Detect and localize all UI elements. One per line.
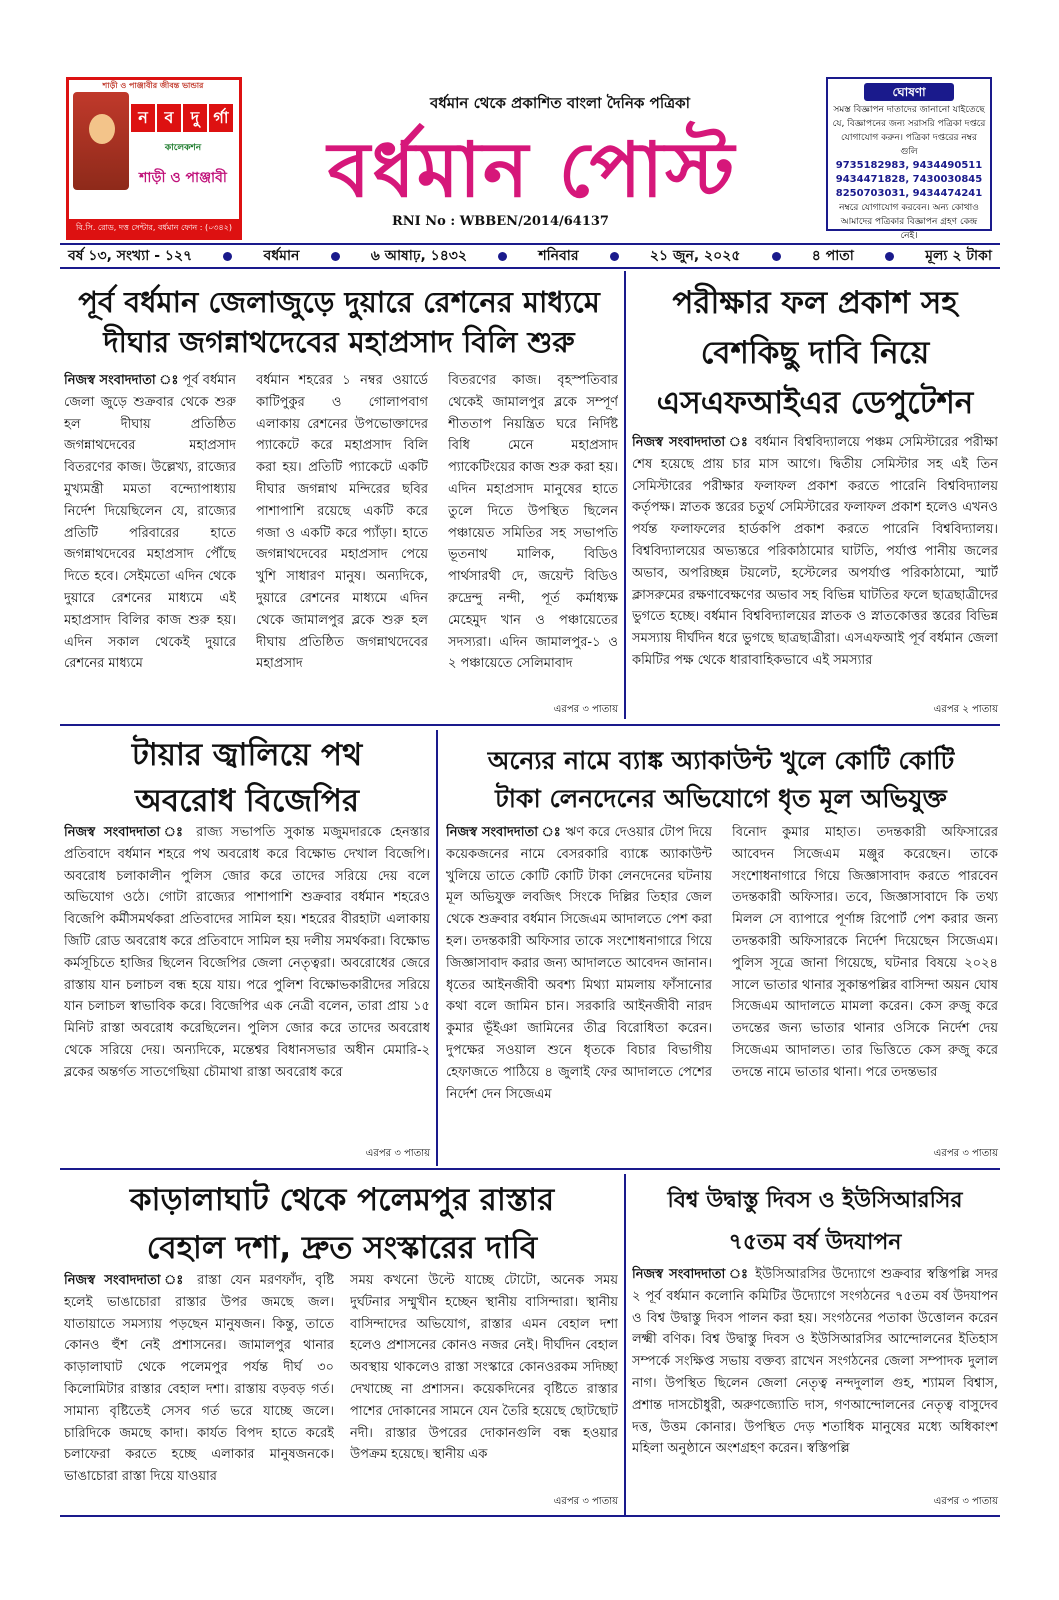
article-1-continued: এরপর ৩ পাতায়	[553, 704, 618, 715]
article-2-headline: পরীক্ষার ফল প্রকাশ সহ বেশকিছু দাবি নিয়ে এসএফআইএর ডেপুটেশন	[656, 285, 974, 421]
tagline: বর্ধমান থেকে প্রকাশিত বাংলা দৈনিক পত্রিকা	[430, 94, 690, 112]
bullet-icon	[331, 252, 340, 261]
article-6-body: নিজস্ব সংবাদদাতা ঃ ইউসিআরসির উদ্যোগে শুক্রবার স্বস্তিপল্লি সদর ২ পূর্ব বর্ধমান কলোনি কমিটির উদ্যোগে সংগঠনের ৭৫তম বর্ষ উদযাপন ও বিশ্ব উদ্বাস্তু দিবস পালন করা হয়। সংগঠনের পতাকা উত্তোলন করেন লক্ষ্মী বণিক। বিশ্ব উদ্বাস্তু দিবস ও ইউসিআরসির আন্দোলনের ইতিহাস সম্পর্কে সংক্ষিপ্ত সভায় বক্তব্য রাখেন সংগঠনের জেলা সম্পাদক দুলাল নাগ। উপস্থিত ছিলেন জেলা নেতৃত্ব নন্দদুলাল গুহ, শ্যামল বিশ্বাস, প্রশান্ত দাসচৌধুরী, অরুণজ্যোতি দাস, গণআন্দোলনের নেতৃত্ব বাসুদেব দত্ত, উত্তম কোনার। উপস্থিত দেড় শতাধিক মানুষের মধ্যে অধিকাংশ মহিলা অনুষ্ঠানে অংশগ্রহণ করেন। স্বস্তিপল্লি	[632, 1267, 998, 1457]
article-5-col-2: সময় কখনো উল্টে যাচ্ছে টোটো, অনেক সময় দুর্ঘটনার সম্মুখীন হচ্ছেন স্থানীয় বাসিন্দারা। স্থানীয় বাসিন্দাদের অভিযোগ, রাস্তার এমন বেহাল দশা হলেও প্রশাসনের কোনও নজর নেই। দীর্ঘদিন বেহাল অবস্থায় থাকলেও রাস্তা সংস্কারে কোনওরকম সদিচ্ছা দেখাচ্ছে না প্রশাসন। কয়েকদিনের বৃষ্টিতে রাস্তার পাশের দোকানের সামনে যেন তৈরি হয়েছে ছোটছোট নদী। রাস্তার উপরের দোকানগুলি বন্ধ হওয়ার উপক্রম হয়েছে। স্থানীয় এক	[350, 1273, 618, 1463]
footer-rule	[60, 1515, 1000, 1517]
ad-sub: কালেকশন	[164, 143, 202, 153]
ad-footer: বি.সি. রোড, দত্ত সেন্টার, বর্ধমান ফোন : (০৩৪২) ২৬৫০২২৮	[69, 219, 239, 237]
masthead-title: বর্ধমান পোস্ট	[327, 125, 737, 214]
ad-nabadurga	[66, 77, 242, 250]
goddess-image	[73, 92, 129, 190]
bullet-icon	[610, 252, 619, 261]
article-1-headline: পূর্ব বর্ধমান জেলাজুড়ে দুয়ারে রেশনের মাধ্যমে দীঘার জগন্নাথদেবের মহাপ্রসাদ বিলি শুরু	[78, 285, 600, 359]
city: বর্ধমান	[263, 248, 300, 264]
notice-title: ঘোষণা	[864, 83, 954, 101]
article-4-col-1: নিজস্ব সংবাদদাতা ঃ ঋণ করে দেওয়ার টোপ দিয়ে কয়েকজনের নামে বেসরকারি ব্যাঙ্কে অ্যাকাউন্ট খুলিয়ে তাতে কোটি কোটি টাকা লেনদেনের ঘটনায় মূল অভিযুক্ত লবজিৎ সিংকে দিল্লির তিহার জেল থেকে শুক্রবার বর্ধমান সিজেএম আদালতে পেশ করা হল। তদন্তকারী অফিসার তাকে সংশোধনাগারে গিয়ে জিজ্ঞাসাবাদ করার জন্য আদালতে আবেদন জানান। ধৃতের আইনজীবী অবশ্য মিথ্যা মামলায় ফাঁসানোর কথা বলে জামিন চান। সরকারি আইনজীবী নারদ কুমার ভূঁইঞা জামিনের তীব্র বিরোধিতা করেন। দুপক্ষের সওয়াল শুনে ধৃতকে বিচার বিভাগীয় হেফাজতে পাঠিয়ে ৪ জুলাই ফের আদালতে পেশের নির্দেশ দেন সিজেএম	[446, 825, 712, 1102]
ad-top-text: শাড়ী ও পাঞ্জাবীর জীবন্ত ভান্ডার	[102, 81, 204, 90]
column-rule	[624, 271, 626, 719]
pages: ৪ পাতা	[811, 248, 854, 264]
ad-shari: শাড়ী ও পাঞ্জাবী	[139, 170, 227, 186]
bullet-icon	[498, 252, 507, 261]
article-2-continued: এরপর ২ পাতায়	[933, 704, 998, 715]
section-rule	[60, 1168, 1000, 1170]
date-bengali: ৬ আষাঢ়, ১৪৩২	[370, 248, 468, 264]
article-3-headline: টায়ার জ্বালিয়ে পথ অবরোধ বিজেপির	[131, 737, 363, 819]
day: শনিবার	[538, 248, 579, 264]
article-5-headline: কাড়ালাঘাট থেকে পলেমপুর রাস্তার বেহাল দশা, দ্রুত সংস্কারের দাবি	[129, 1182, 555, 1266]
bullet-icon	[223, 252, 232, 261]
article-5-col-1: নিজস্ব সংবাদদাতা ঃ রাস্তা যেন মরণফাঁদ, বৃষ্টি হলেই ভাঙাচোরা রাস্তার উপর জমছে জল। যাতায়াতে সমস্যায় পড়ছেন মানুষজন। কিন্তু, তাতে কোনও হুঁশ নেই প্রশাসনের। জামালপুর থানার কাড়ালাঘাট থেকে পলেমপুর পর্যন্ত দীর্ঘ ৩০ কিলোমিটার রাস্তার বেহাল দশা। রাস্তায় বড়বড় গর্ত। সামান্য বৃষ্টিতেই সেসব গর্ত ভরে যাচ্ছে জলে। চারিদিকে জমছে কাদা। কার্যত বিপদ হাতে করেই চলাফেরা করতে হচ্ছে এলাকার মানুষজনকে। ভাঙাচোরা রাস্তা দিয়ে যাওয়ার	[64, 1273, 334, 1485]
notice-phone: 9735182983, 9434490511	[835, 160, 983, 171]
article-4-col-2: বিনোদ কুমার মাহাত। তদন্তকারী অফিসারের আবেদন সিজেএম মঞ্জুর করেছেন। তাকে সংশোধনাগারে গিয়ে জিজ্ঞাসাবাদ করতে পারবেন তদন্তকারী অফিসার। তবে, জিজ্ঞাসাবাদে কি তথ্য মিলল সে ব্যাপারে পূর্ণাঙ্গ রিপোর্ট পেশ করার জন্য তদন্তকারী অফিসারকে নির্দেশ দিয়েছেন সিজেএম। পুলিস সূত্রে জানা গিয়েছে, ঘটনার বিষয়ে ২০২৪ সালে ভাতার থানার সুকান্তপল্লির বাসিন্দা অয়ন ঘোষ সিজেএম আদালতে মামলা করেন। কেস রুজু করে তদন্তের জন্য ভাতার থানার ওসিকে নির্দেশ দেয় সিজেএম আদালত। তার ভিত্তিতে কেস রুজু করে তদন্তে নামে ভাতার থানা। পরে তদন্তভার	[732, 825, 998, 1080]
article-1-col-2: বর্ধমান শহরের ১ নম্বর ওয়ার্ডে কাটিপুকুর ও গোলাপবাগ এলাকায় রেশনের উপভোক্তাদের প্যাকেটে করে মহাপ্রসাদ বিলি করা হয়। প্রতিটি প্যাকেটে একটি দীঘার জগন্নাথ মন্দিরের ছবির পাশাপাশি রয়েছে একটি করে গজা ও একটি করে প্যাঁড়া। হাতে জগন্নাথদেবের মহাপ্রসাদ পেয়ে খুশি সাধারণ মানুষ। অন্যদিকে, দুয়ারে রেশনের মাধ্যমে এদিন থেকে জামালপুর ব্লকে শুরু হল দীঘায় প্রতিষ্ঠিত জগন্নাথদেবের মহাপ্রসাদ	[256, 373, 428, 672]
column-rule	[436, 730, 438, 1166]
notice-text: সমস্ত বিজ্ঞাপন দাতাদের জানানো যাইতেছে যে, বিজ্ঞাপনের জন্য সরাসরি পত্রিকা দপ্তরে যোগাযোগ করুন। পত্রিকা দপ্তরের নম্বর গুলি	[832, 105, 986, 157]
article-3-body: নিজস্ব সংবাদদাতা ঃ রাজ্য সভাপতি সুকান্ত মজুমদারকে হেনস্তার প্রতিবাদে বর্ধমান শহরে পথ অবরোধ করে বিক্ষোভ দেখাল বিজেপি। অবরোধ চলাকালীন পুলিস জোর করে তাদের সরিয়ে দেয় বলে অভিযোগ ওঠে। গোটা রাজ্যের পাশাপাশি শুক্রবার বর্ধমান শহরেও বিজেপি কর্মীসমর্থকরা প্রতিবাদের সামিল হয়। শহরের বীরহাটা এলাকায় জিটি রোড অবরোধ করে প্রতিবাদে সামিল হয় দলীয় সমর্থকরা। বিক্ষোভ কর্মসূচিতে হাজির ছিলেন বিজেপির জেলা নেতৃত্বরা। অবরোধের জেরে রাস্তায় যান চলাচল বন্ধ হয়ে যায়। পরে পুলিশ বিক্ষোভকারীদের সরিয়ে যান চলাচল স্বাভাবিক করে। বিজেপির এক নেত্রী বলেন, তারা প্রায় ১৫ মিনিট রাস্তা অবরোধ করেছিলেন। পুলিস জোর করে তাদের অবরোধ থেকে সরিয়ে দেয়। অন্যদিকে, মন্তেশ্বর বিধানসভার অধীন মেমারি-২ ব্লকের অন্তর্গত সাতগেছিয়া চৌমাথা রাস্তা অবরোধ করে	[64, 825, 430, 1080]
rni-number: RNI No : WBBEN/2014/64137	[392, 214, 609, 229]
article-3-continued: এরপর ৩ পাতায়	[365, 1148, 430, 1159]
issue-number: বর্ষ ১৩, সংখ্যা - ১২৭	[68, 248, 193, 264]
article-2-body: নিজস্ব সংবাদদাতা ঃ বর্ধমান বিশ্ববিদ্যালয়ে পঞ্চম সেমিস্টারের পরীক্ষা শেষ হয়েছে প্রায় চার মাস আগে। দ্বিতীয় সেমিস্টার সহ এই তিন সেমিস্টারের পরীক্ষার ফলাফল প্রকাশ করতে পারেনি বিশ্ববিদ্যালয় কর্তৃপক্ষ। স্নাতক স্তরের চতুর্থ সেমিস্টারের ফলাফল প্রকাশ হলেও এখনও পর্যন্ত ফলাফলের হার্ডকপি প্রকাশ করতে পারেনি বিশ্ববিদ্যালয়। বিশ্ববিদ্যালয়ের অভ্যন্তরে পরিকাঠামোর ঘাটতি, পর্যাপ্ত পানীয় জলের অভাব, অপরিচ্ছন্ন টয়লেট, হস্টেলের অপর্যাপ্ত পরিকাঠামো, স্মার্ট ক্লাসরুমের রক্ষণাবেক্ষণের অভাব সহ বিভিন্ন ঘাটতির ফলে ছাত্রছাত্রীদের ভুগতে হচ্ছে। বর্ধমান বিশ্ববিদ্যালয়ের স্নাতক ও স্নাতকোত্তর স্তরের বিভিন্ন সমস্যায় দীর্ঘদিন ধরে ভুগছে ছাত্রছাত্রীরা। এসএফআই পূর্ব বর্ধমান জেলা কমিটির পক্ষ থেকে ধারাবাহিকভাবে এই সমস্যার	[632, 435, 998, 668]
article-4-headline: অন্যের নামে ব্যাঙ্ক অ্যাকাউন্ট খুলে কোটি কোটি টাকা লেনদেনের অভিযোগে ধৃত মূল অভিযুক্ত	[487, 746, 955, 813]
bullet-icon	[772, 252, 781, 261]
ad-logo: ন ব দু র্গা	[131, 104, 233, 132]
bullet-icon	[885, 252, 894, 261]
notice-box	[826, 77, 992, 241]
article-6-headline: বিশ্ব উদ্বাস্তু দিবস ও ইউসিআরসির ৭৫তম বর্ষ উদযাপন	[667, 1188, 963, 1255]
article-1-col-1: নিজস্ব সংবাদদাতা ঃ পূর্ব বর্ধমান জেলা জুড়ে শুক্রবার থেকে শুরু হল দীঘায় প্রতিষ্ঠিত জগন্নাথদেবের মহাপ্রসাদ বিতরণের কাজ। উল্লেখ্য, রাজ্যের মুখ্যমন্ত্রী মমতা বন্দ্যোপাধ্যায় নির্দেশ দিয়েছিলেন যে, রাজ্যের প্রতিটি পরিবারের হাতে জগন্নাথদেবের মহাপ্রসাদ পৌঁছে দিতে হবে। সেইমতো এদিন থেকে দুয়ারে রেশনের মাধ্যমে এই মহাপ্রসাদ বিলির কাজ শুরু হয়। এদিন সকাল থেকেই দুয়ারে রেশনের মাধ্যমে	[64, 373, 236, 672]
notice-phone: 8250703031, 9434474241	[835, 188, 983, 199]
notice-text-2: নম্বরে যোগাযোগ করবেন। অন্য কোথাও আমাদের পত্রিকার বিজ্ঞাপন গ্রহণ কেন্দ্র নেই।	[839, 203, 979, 241]
article-6-continued: এরপর ৩ পাতায়	[933, 1496, 998, 1507]
column-rule	[624, 1174, 626, 1516]
article-5-continued: এরপর ৩ পাতায়	[553, 1496, 618, 1507]
article-1-col-3: বিতরণের কাজ। বৃহস্পতিবার থেকেই জামালপুর ব্লকে সম্পূর্ণ শীততাপ নিয়ন্ত্রিত ঘরে নির্দিষ্ট বিধি মেনে মহাপ্রসাদ প্যাকেটিংয়ের কাজ শুরু করা হয়। এদিন মহাপ্রসাদ মানুষের হাতে তুলে দিতে উপস্থিত ছিলেন পঞ্চায়েত সমিতির সহ সভাপতি ভূতনাথ মালিক, বিডিও পার্থসারথী দে, জয়েন্ট বিডিও রুদ্রেন্দু নন্দী, পূর্ত কর্মাধ্যক্ষ মেহেমুদ খান ও পঞ্চায়েতের সদস্যরা। এদিন জামালপুর-১ ও ২ পঞ্চায়েতে সেলিমাবাদ	[448, 373, 618, 672]
info-bar	[60, 243, 1000, 269]
notice-phone: 9434471828, 7430030845	[835, 174, 983, 185]
price: মূল্য ২ টাকা	[925, 248, 992, 264]
date: ২১ জুন, ২০২৫	[649, 248, 741, 264]
article-4-continued: এরপর ৩ পাতায়	[933, 1148, 998, 1159]
section-rule	[60, 724, 1000, 726]
